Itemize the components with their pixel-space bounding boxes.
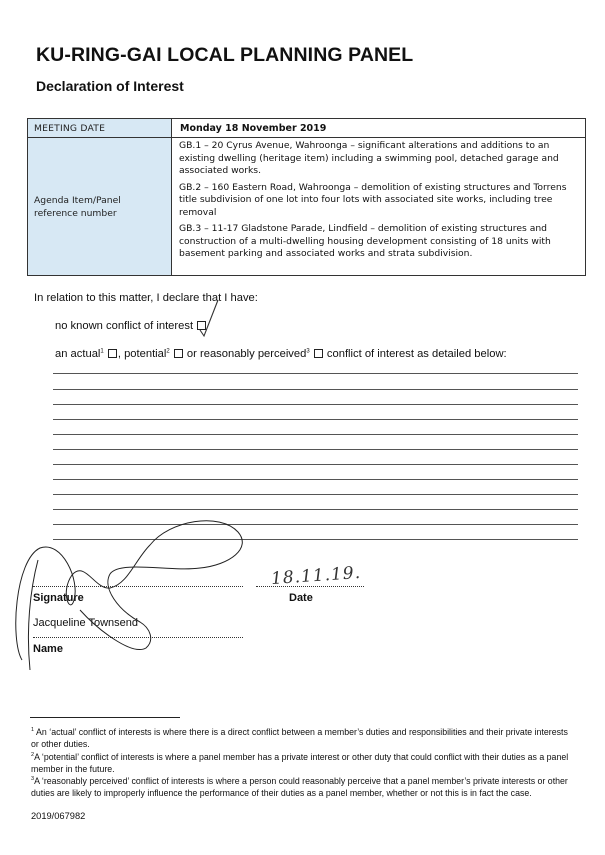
signature-label: Signature bbox=[33, 592, 84, 604]
footnote-number: 2 bbox=[31, 752, 35, 759]
agenda-item-label: Agenda Item/Panel reference number bbox=[28, 138, 172, 276]
date-label: Date bbox=[289, 592, 313, 604]
document-subtitle: Declaration of Interest bbox=[36, 78, 184, 94]
agenda-item: GB.1 – 20 Cyrus Avenue, Wahroonga – significant alterations and additions to an existing dwelling (heritage item) including a swimming pool, detached garage and associated works. bbox=[179, 140, 559, 176]
name-value: Jacqueline Townsend bbox=[33, 617, 138, 629]
footnote-3 bbox=[31, 775, 571, 800]
potential-label: , potential bbox=[117, 348, 167, 360]
footnote-ref: 1 bbox=[100, 348, 104, 355]
no-conflict-option bbox=[55, 320, 207, 332]
details-line[interactable] bbox=[53, 539, 578, 540]
agenda-item: GB.3 – 11-17 Gladstone Parade, Lindfield – demolition of existing structures and construction of a multi-dwelling housing development consisting of 18 units with basement parking and associated works and strata subdivision. bbox=[179, 223, 551, 259]
details-line[interactable] bbox=[53, 449, 578, 450]
footnote-number: 3 bbox=[31, 776, 35, 783]
document-title: KU-RING-GAI LOCAL PLANNING PANEL bbox=[36, 44, 414, 66]
details-line[interactable] bbox=[53, 479, 578, 480]
footnote-text: A ‘reasonably perceived’ conflict of interests is where a person could reasonably perceive that a panel member’s private interests or other duties are likely to improperly influence the performance of their duties as a panel member, whether or not this is in fact the case. bbox=[31, 776, 568, 799]
footnote-1 bbox=[31, 726, 571, 751]
name-label: Name bbox=[33, 643, 63, 655]
declaration-intro: In relation to this matter, I declare that I have: bbox=[34, 292, 258, 304]
details-line[interactable] bbox=[53, 404, 578, 405]
signature-line[interactable] bbox=[33, 586, 243, 587]
no-conflict-checkbox[interactable] bbox=[197, 321, 206, 330]
actual-label: an actual bbox=[55, 348, 101, 360]
details-line[interactable] bbox=[53, 509, 578, 510]
details-line[interactable] bbox=[53, 419, 578, 420]
details-line[interactable] bbox=[53, 434, 578, 435]
conflict-tail-label: conflict of interest as detailed below: bbox=[323, 348, 507, 360]
potential-checkbox[interactable] bbox=[174, 349, 183, 358]
agenda-items-cell bbox=[172, 138, 586, 276]
conflict-option bbox=[55, 348, 507, 360]
meeting-date-value: Monday 18 November 2019 bbox=[172, 119, 586, 138]
actual-checkbox[interactable] bbox=[108, 349, 117, 358]
details-line[interactable] bbox=[53, 464, 578, 465]
no-conflict-label: no known conflict of interest bbox=[55, 320, 194, 332]
footnote-divider bbox=[30, 717, 180, 718]
footnote-2 bbox=[31, 751, 571, 776]
agenda-item: GB.2 – 160 Eastern Road, Wahroonga – demolition of existing structures and Torrens title subdivision of one lot into four lots with associated site works, including tree removal bbox=[179, 181, 567, 218]
document-reference: 2019/067982 bbox=[31, 811, 86, 821]
details-line[interactable] bbox=[53, 524, 578, 525]
details-line[interactable] bbox=[53, 389, 578, 390]
footnote-ref: 3 bbox=[306, 348, 310, 355]
signature-scribble bbox=[16, 521, 243, 660]
perceived-label: or reasonably perceived bbox=[183, 348, 307, 360]
meeting-details-table bbox=[27, 118, 586, 276]
perceived-checkbox[interactable] bbox=[314, 349, 323, 358]
footnote-text: A ‘potential’ conflict of interests is where a panel member has a private interest or other duty that could conflict with their duties as a panel member in the future. bbox=[31, 752, 569, 775]
details-line[interactable] bbox=[53, 494, 578, 495]
footnote-number: 1 bbox=[31, 727, 35, 734]
details-line[interactable] bbox=[53, 373, 578, 374]
meeting-date-label: MEETING DATE bbox=[28, 119, 172, 138]
footnote-ref: 2 bbox=[166, 348, 170, 355]
footnote-text: An ‘actual’ conflict of interests is where there is a direct conflict between a member’s duties and responsibilities and their private interests or other duties. bbox=[31, 727, 568, 750]
name-line[interactable] bbox=[33, 637, 243, 638]
handwritten-date: 18.11.19. bbox=[270, 562, 362, 590]
